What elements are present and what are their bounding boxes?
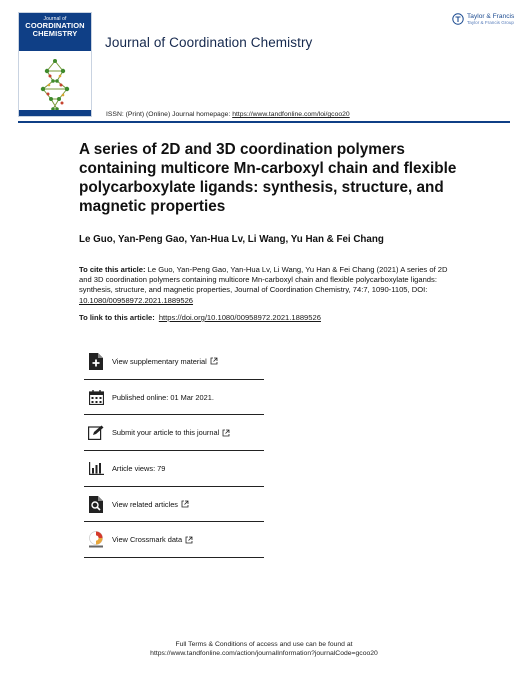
action-article-views (84, 451, 264, 487)
cover-title-line-2: CHEMISTRY (32, 29, 78, 38)
terms-footer (0, 640, 528, 658)
action-related-articles[interactable] (84, 487, 264, 523)
external-link-icon (222, 429, 230, 437)
crossmark-icon (87, 531, 105, 549)
edit-icon (87, 424, 105, 442)
cite-doi-link[interactable]: 10.1080/00958972.2021.1889526 (79, 295, 194, 305)
external-link-icon (181, 500, 189, 508)
article-authors: Le Guo, Yan-Peng Gao, Yan-Hua Lv, Li Wang, Yu Han & Fei Chang (79, 234, 384, 245)
article-doi-link[interactable]: https://doi.org/10.1080/00958972.2021.1889526 (158, 313, 321, 322)
supplementary-file-icon (87, 352, 105, 370)
action-submit-article[interactable] (84, 415, 264, 451)
citation-block (79, 265, 461, 306)
cover-title-line-1: COORDINATION (25, 21, 85, 30)
action-label: View Crossmark data (112, 535, 183, 545)
publisher-subline: Taylor & Francis Group (467, 20, 514, 25)
terms-line: Full Terms & Conditions of access and use can be found at (175, 641, 353, 648)
external-link-icon (210, 357, 218, 365)
link-label: To link to this article: (79, 313, 155, 322)
article-title: A series of 2D and 3D coordination polymers containing multicore Mn-carboxyl chain and flexible polycarboxylate ligands: synthesis, structure, and magnetic properties (79, 141, 457, 215)
terms-url-link[interactable]: https://www.tandfonline.com/action/journalInformation?journalCode=gcoo20 (150, 650, 378, 657)
action-label: Published online: 01 Mar 2021. (112, 392, 214, 402)
publisher-name: Taylor & Francis (467, 13, 515, 20)
search-document-icon (87, 495, 105, 513)
cover-footer-bar (19, 110, 91, 116)
header-divider (18, 121, 510, 123)
bar-chart-icon (87, 459, 105, 477)
journal-cover-image (18, 12, 92, 117)
publisher-logo (452, 13, 514, 25)
calendar-icon (87, 388, 105, 406)
cite-text: Le Guo, Yan-Peng Gao, Yan-Hua Lv, Li Wang, Yu Han & Fei Chang (2021) A series of 2D and 3D coordination polymers containing multicore Mn-carboxyl chain and flexible polycarboxylate ligands: synthesis, structure, and magnetic properties, Journal of Coordination Chemistry, 74:7, 1090-1105, DOI: (79, 265, 448, 295)
cite-label: To cite this article: (79, 265, 146, 274)
external-link-icon (185, 536, 193, 544)
article-link-line (79, 313, 321, 322)
action-supplementary-material[interactable] (84, 344, 264, 380)
publisher-emblem-icon (452, 13, 464, 25)
action-label: Article views: 79 (112, 463, 166, 473)
cover-small-text: Journal of (43, 16, 67, 22)
journal-title[interactable]: Journal of Coordination Chemistry (105, 35, 313, 50)
action-label: View supplementary material (112, 356, 207, 366)
action-label: Submit your article to this journal (112, 428, 220, 438)
issn-homepage-line (106, 111, 350, 118)
issn-label: ISSN: (Print) (Online) Journal homepage: (106, 111, 233, 118)
action-crossmark-data[interactable] (84, 522, 264, 558)
article-actions-list (84, 344, 264, 558)
action-published-online (84, 380, 264, 416)
journal-homepage-link[interactable]: https://www.tandfonline.com/loi/gcoo20 (232, 111, 350, 118)
cover-banner (19, 13, 91, 51)
action-label: View related articles (112, 499, 178, 509)
molecule-illustration-icon (33, 57, 77, 113)
